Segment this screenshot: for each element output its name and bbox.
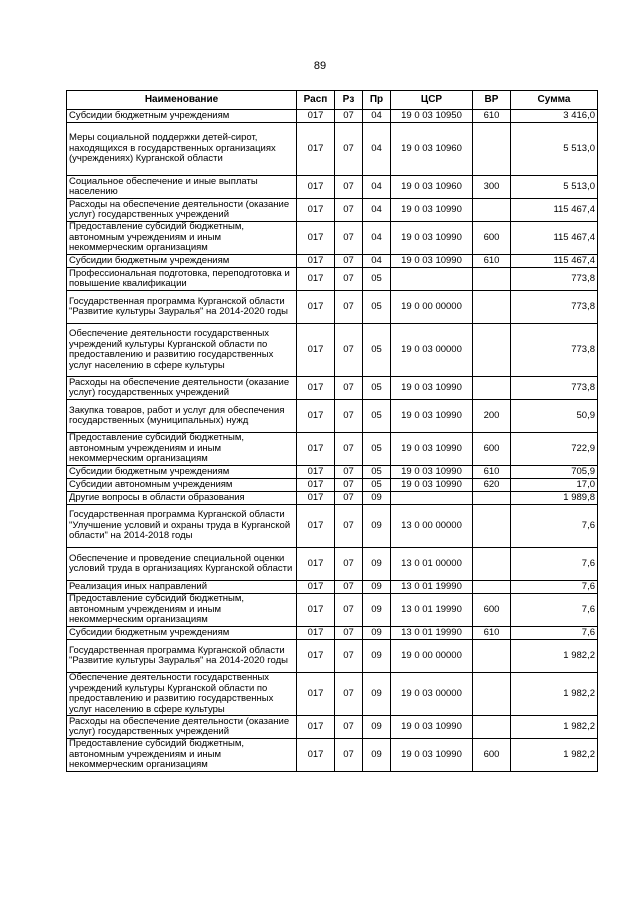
row-vr-cell xyxy=(473,123,511,176)
row-csr-cell: 19 0 03 10990 xyxy=(391,199,473,222)
row-vr-cell xyxy=(473,324,511,377)
row-rz-cell: 07 xyxy=(335,268,363,291)
row-pr-cell: 09 xyxy=(363,581,391,594)
table-row xyxy=(67,581,598,594)
row-csr-cell: 19 0 03 10990 xyxy=(391,222,473,255)
header-sum: Сумма xyxy=(511,91,598,110)
row-rasp-cell: 017 xyxy=(297,716,335,739)
row-pr-cell: 09 xyxy=(363,640,391,673)
row-rasp-cell: 017 xyxy=(297,433,335,466)
row-pr-cell: 05 xyxy=(363,466,391,479)
row-name-cell: Предоставление субсидий бюджетным, автономным учреждениям и иным некоммерческим организациям xyxy=(67,222,297,255)
row-name-cell: Расходы на обеспечение деятельности (оказание услуг) государственных учреждений xyxy=(67,199,297,222)
row-name-cell: Государственная программа Курганской области "Развитие культуры Зауралья" на 2014-2020 годы xyxy=(67,291,297,324)
table-row xyxy=(67,400,598,433)
row-sum-cell: 1 982,2 xyxy=(511,673,598,716)
row-sum-cell: 1 982,2 xyxy=(511,716,598,739)
row-csr-cell: 19 0 03 10960 xyxy=(391,123,473,176)
row-csr-cell: 19 0 03 10960 xyxy=(391,176,473,199)
row-vr-cell xyxy=(473,716,511,739)
table-row xyxy=(67,594,598,627)
row-rz-cell: 07 xyxy=(335,400,363,433)
table-row xyxy=(67,377,598,400)
row-sum-cell: 115 467,4 xyxy=(511,222,598,255)
row-name-cell: Субсидии бюджетным учреждениям xyxy=(67,466,297,479)
row-sum-cell: 5 513,0 xyxy=(511,123,598,176)
row-csr-cell: 19 0 03 00000 xyxy=(391,673,473,716)
row-pr-cell: 05 xyxy=(363,400,391,433)
row-vr-cell xyxy=(473,548,511,581)
row-name-cell: Предоставление субсидий бюджетным, автономным учреждениям и иным некоммерческим организациям xyxy=(67,433,297,466)
row-rasp-cell: 017 xyxy=(297,255,335,268)
row-sum-cell: 115 467,4 xyxy=(511,255,598,268)
row-name-cell: Закупка товаров, работ и услуг для обеспечения государственных (муниципальных) нужд xyxy=(67,400,297,433)
row-vr-cell xyxy=(473,199,511,222)
row-sum-cell: 7,6 xyxy=(511,594,598,627)
row-sum-cell: 5 513,0 xyxy=(511,176,598,199)
row-rz-cell: 07 xyxy=(335,466,363,479)
row-rz-cell: 07 xyxy=(335,291,363,324)
row-sum-cell: 705,9 xyxy=(511,466,598,479)
row-name-cell: Государственная программа Курганской области "Улучшение условий и охраны труда в Курганской области" на 2014-2018 годы xyxy=(67,505,297,548)
row-rasp-cell: 017 xyxy=(297,505,335,548)
row-pr-cell: 05 xyxy=(363,268,391,291)
row-name-cell: Другие вопросы в области образования xyxy=(67,492,297,505)
row-rasp-cell: 017 xyxy=(297,222,335,255)
row-rasp-cell: 017 xyxy=(297,400,335,433)
row-csr-cell: 19 0 03 10990 xyxy=(391,466,473,479)
row-name-cell: Реализация иных направлений xyxy=(67,581,297,594)
row-rz-cell: 07 xyxy=(335,199,363,222)
table-row xyxy=(67,324,598,377)
table-row xyxy=(67,505,598,548)
table-row xyxy=(67,110,598,123)
row-rasp-cell: 017 xyxy=(297,627,335,640)
row-vr-cell xyxy=(473,492,511,505)
row-name-cell: Предоставление субсидий бюджетным, автономным учреждениям и иным некоммерческим организациям xyxy=(67,594,297,627)
row-pr-cell: 04 xyxy=(363,199,391,222)
table-row xyxy=(67,176,598,199)
row-vr-cell xyxy=(473,291,511,324)
row-sum-cell: 1 982,2 xyxy=(511,739,598,772)
row-sum-cell: 722,9 xyxy=(511,433,598,466)
row-vr-cell: 600 xyxy=(473,222,511,255)
row-rasp-cell: 017 xyxy=(297,492,335,505)
row-vr-cell: 600 xyxy=(473,594,511,627)
row-sum-cell: 773,8 xyxy=(511,377,598,400)
row-vr-cell: 600 xyxy=(473,739,511,772)
row-vr-cell: 610 xyxy=(473,466,511,479)
row-pr-cell: 09 xyxy=(363,627,391,640)
row-sum-cell: 7,6 xyxy=(511,581,598,594)
row-sum-cell: 115 467,4 xyxy=(511,199,598,222)
row-csr-cell: 13 0 01 19990 xyxy=(391,581,473,594)
row-vr-cell: 200 xyxy=(473,400,511,433)
row-rz-cell: 07 xyxy=(335,505,363,548)
row-pr-cell: 04 xyxy=(363,110,391,123)
row-sum-cell: 7,6 xyxy=(511,627,598,640)
row-rasp-cell: 017 xyxy=(297,479,335,492)
row-csr-cell: 19 0 03 10990 xyxy=(391,716,473,739)
row-vr-cell: 610 xyxy=(473,255,511,268)
row-rz-cell: 07 xyxy=(335,377,363,400)
row-sum-cell: 3 416,0 xyxy=(511,110,598,123)
row-csr-cell: 19 0 00 00000 xyxy=(391,291,473,324)
row-rz-cell: 07 xyxy=(335,548,363,581)
row-name-cell: Субсидии бюджетным учреждениям xyxy=(67,255,297,268)
row-name-cell: Обеспечение деятельности государственных учреждений культуры Курганской области по предоставлению и развитию государственных услуг населению в сфере культуры xyxy=(67,673,297,716)
table-row xyxy=(67,466,598,479)
row-pr-cell: 04 xyxy=(363,123,391,176)
row-vr-cell: 610 xyxy=(473,110,511,123)
row-vr-cell: 600 xyxy=(473,433,511,466)
row-sum-cell: 50,9 xyxy=(511,400,598,433)
row-csr-cell: 19 0 00 00000 xyxy=(391,640,473,673)
table-row xyxy=(67,123,598,176)
row-rasp-cell: 017 xyxy=(297,199,335,222)
row-pr-cell: 09 xyxy=(363,673,391,716)
row-name-cell: Субсидии бюджетным учреждениям xyxy=(67,110,297,123)
row-csr-cell: 19 0 03 10990 xyxy=(391,739,473,772)
row-rasp-cell: 017 xyxy=(297,739,335,772)
row-rasp-cell: 017 xyxy=(297,110,335,123)
row-name-cell: Профессиональная подготовка, переподготовка и повышение квалификации xyxy=(67,268,297,291)
row-csr-cell xyxy=(391,492,473,505)
row-csr-cell: 19 0 03 00000 xyxy=(391,324,473,377)
row-pr-cell: 09 xyxy=(363,739,391,772)
row-csr-cell: 13 0 01 19990 xyxy=(391,627,473,640)
table-row xyxy=(67,291,598,324)
budget-table xyxy=(66,90,598,772)
row-vr-cell: 300 xyxy=(473,176,511,199)
row-csr-cell: 13 0 01 19990 xyxy=(391,594,473,627)
row-name-cell: Расходы на обеспечение деятельности (оказание услуг) государственных учреждений xyxy=(67,377,297,400)
row-pr-cell: 09 xyxy=(363,594,391,627)
row-pr-cell: 04 xyxy=(363,176,391,199)
row-rz-cell: 07 xyxy=(335,479,363,492)
row-sum-cell: 773,8 xyxy=(511,268,598,291)
row-pr-cell: 09 xyxy=(363,716,391,739)
row-name-cell: Предоставление субсидий бюджетным, автономным учреждениям и иным некоммерческим организациям xyxy=(67,739,297,772)
table-row xyxy=(67,268,598,291)
table-row xyxy=(67,716,598,739)
row-name-cell: Расходы на обеспечение деятельности (оказание услуг) государственных учреждений xyxy=(67,716,297,739)
row-vr-cell xyxy=(473,581,511,594)
row-sum-cell: 1 982,2 xyxy=(511,640,598,673)
row-pr-cell: 09 xyxy=(363,548,391,581)
row-pr-cell: 05 xyxy=(363,291,391,324)
row-rz-cell: 07 xyxy=(335,222,363,255)
row-sum-cell: 7,6 xyxy=(511,548,598,581)
row-rasp-cell: 017 xyxy=(297,640,335,673)
table-header-row xyxy=(67,91,598,110)
row-sum-cell: 7,6 xyxy=(511,505,598,548)
table-row xyxy=(67,627,598,640)
row-rasp-cell: 017 xyxy=(297,466,335,479)
row-csr-cell: 19 0 03 10990 xyxy=(391,479,473,492)
row-rasp-cell: 017 xyxy=(297,123,335,176)
row-name-cell: Обеспечение и проведение специальной оценки условий труда в организациях Курганской области xyxy=(67,548,297,581)
row-csr-cell: 19 0 03 10950 xyxy=(391,110,473,123)
table-row xyxy=(67,739,598,772)
row-rz-cell: 07 xyxy=(335,627,363,640)
row-rasp-cell: 017 xyxy=(297,176,335,199)
header-vr: ВР xyxy=(473,91,511,110)
header-name: Наименование xyxy=(67,91,297,110)
row-rasp-cell: 017 xyxy=(297,548,335,581)
row-csr-cell: 19 0 03 10990 xyxy=(391,433,473,466)
row-rasp-cell: 017 xyxy=(297,581,335,594)
row-rz-cell: 07 xyxy=(335,594,363,627)
row-name-cell: Меры социальной поддержки детей-сирот, находящихся в государственных организациях (учреждениях) Курганской области xyxy=(67,123,297,176)
row-sum-cell: 17,0 xyxy=(511,479,598,492)
row-vr-cell xyxy=(473,268,511,291)
row-pr-cell: 09 xyxy=(363,505,391,548)
row-rz-cell: 07 xyxy=(335,176,363,199)
row-rz-cell: 07 xyxy=(335,581,363,594)
row-rasp-cell: 017 xyxy=(297,594,335,627)
row-vr-cell xyxy=(473,377,511,400)
row-csr-cell: 13 0 00 00000 xyxy=(391,505,473,548)
row-rasp-cell: 017 xyxy=(297,324,335,377)
row-csr-cell: 19 0 03 10990 xyxy=(391,255,473,268)
row-rz-cell: 07 xyxy=(335,716,363,739)
row-sum-cell: 773,8 xyxy=(511,324,598,377)
row-rasp-cell: 017 xyxy=(297,268,335,291)
table-row xyxy=(67,479,598,492)
row-pr-cell: 09 xyxy=(363,492,391,505)
row-csr-cell xyxy=(391,268,473,291)
row-vr-cell: 620 xyxy=(473,479,511,492)
row-pr-cell: 05 xyxy=(363,479,391,492)
header-rasp: Расп xyxy=(297,91,335,110)
row-rasp-cell: 017 xyxy=(297,673,335,716)
table-row xyxy=(67,199,598,222)
row-pr-cell: 05 xyxy=(363,324,391,377)
row-vr-cell xyxy=(473,673,511,716)
table-row xyxy=(67,222,598,255)
row-name-cell: Социальное обеспечение и иные выплаты населению xyxy=(67,176,297,199)
header-csr: ЦСР xyxy=(391,91,473,110)
row-csr-cell: 13 0 01 00000 xyxy=(391,548,473,581)
row-vr-cell xyxy=(473,640,511,673)
row-rasp-cell: 017 xyxy=(297,291,335,324)
row-name-cell: Субсидии автономным учреждениям xyxy=(67,479,297,492)
row-csr-cell: 19 0 03 10990 xyxy=(391,377,473,400)
page-number: 89 xyxy=(313,60,327,72)
row-rz-cell: 07 xyxy=(335,433,363,466)
row-rz-cell: 07 xyxy=(335,110,363,123)
table-row xyxy=(67,673,598,716)
row-pr-cell: 04 xyxy=(363,255,391,268)
row-csr-cell: 19 0 03 10990 xyxy=(391,400,473,433)
table-row xyxy=(67,255,598,268)
row-rz-cell: 07 xyxy=(335,673,363,716)
row-vr-cell xyxy=(473,505,511,548)
row-name-cell: Субсидии бюджетным учреждениям xyxy=(67,627,297,640)
table-row xyxy=(67,433,598,466)
row-sum-cell: 773,8 xyxy=(511,291,598,324)
row-rz-cell: 07 xyxy=(335,255,363,268)
table-row xyxy=(67,492,598,505)
row-rz-cell: 07 xyxy=(335,640,363,673)
table-row xyxy=(67,548,598,581)
row-rz-cell: 07 xyxy=(335,324,363,377)
row-pr-cell: 04 xyxy=(363,222,391,255)
header-rz: Рз xyxy=(335,91,363,110)
row-rz-cell: 07 xyxy=(335,739,363,772)
row-rasp-cell: 017 xyxy=(297,377,335,400)
row-name-cell: Государственная программа Курганской области "Развитие культуры Зауралья" на 2014-2020 годы xyxy=(67,640,297,673)
row-pr-cell: 05 xyxy=(363,433,391,466)
row-sum-cell: 1 989,8 xyxy=(511,492,598,505)
row-pr-cell: 05 xyxy=(363,377,391,400)
row-vr-cell: 610 xyxy=(473,627,511,640)
table-row xyxy=(67,640,598,673)
row-rz-cell: 07 xyxy=(335,123,363,176)
row-name-cell: Обеспечение деятельности государственных учреждений культуры Курганской области по предоставлению и развитию государственных услуг населению в сфере культуры xyxy=(67,324,297,377)
row-rz-cell: 07 xyxy=(335,492,363,505)
header-pr: Пр xyxy=(363,91,391,110)
